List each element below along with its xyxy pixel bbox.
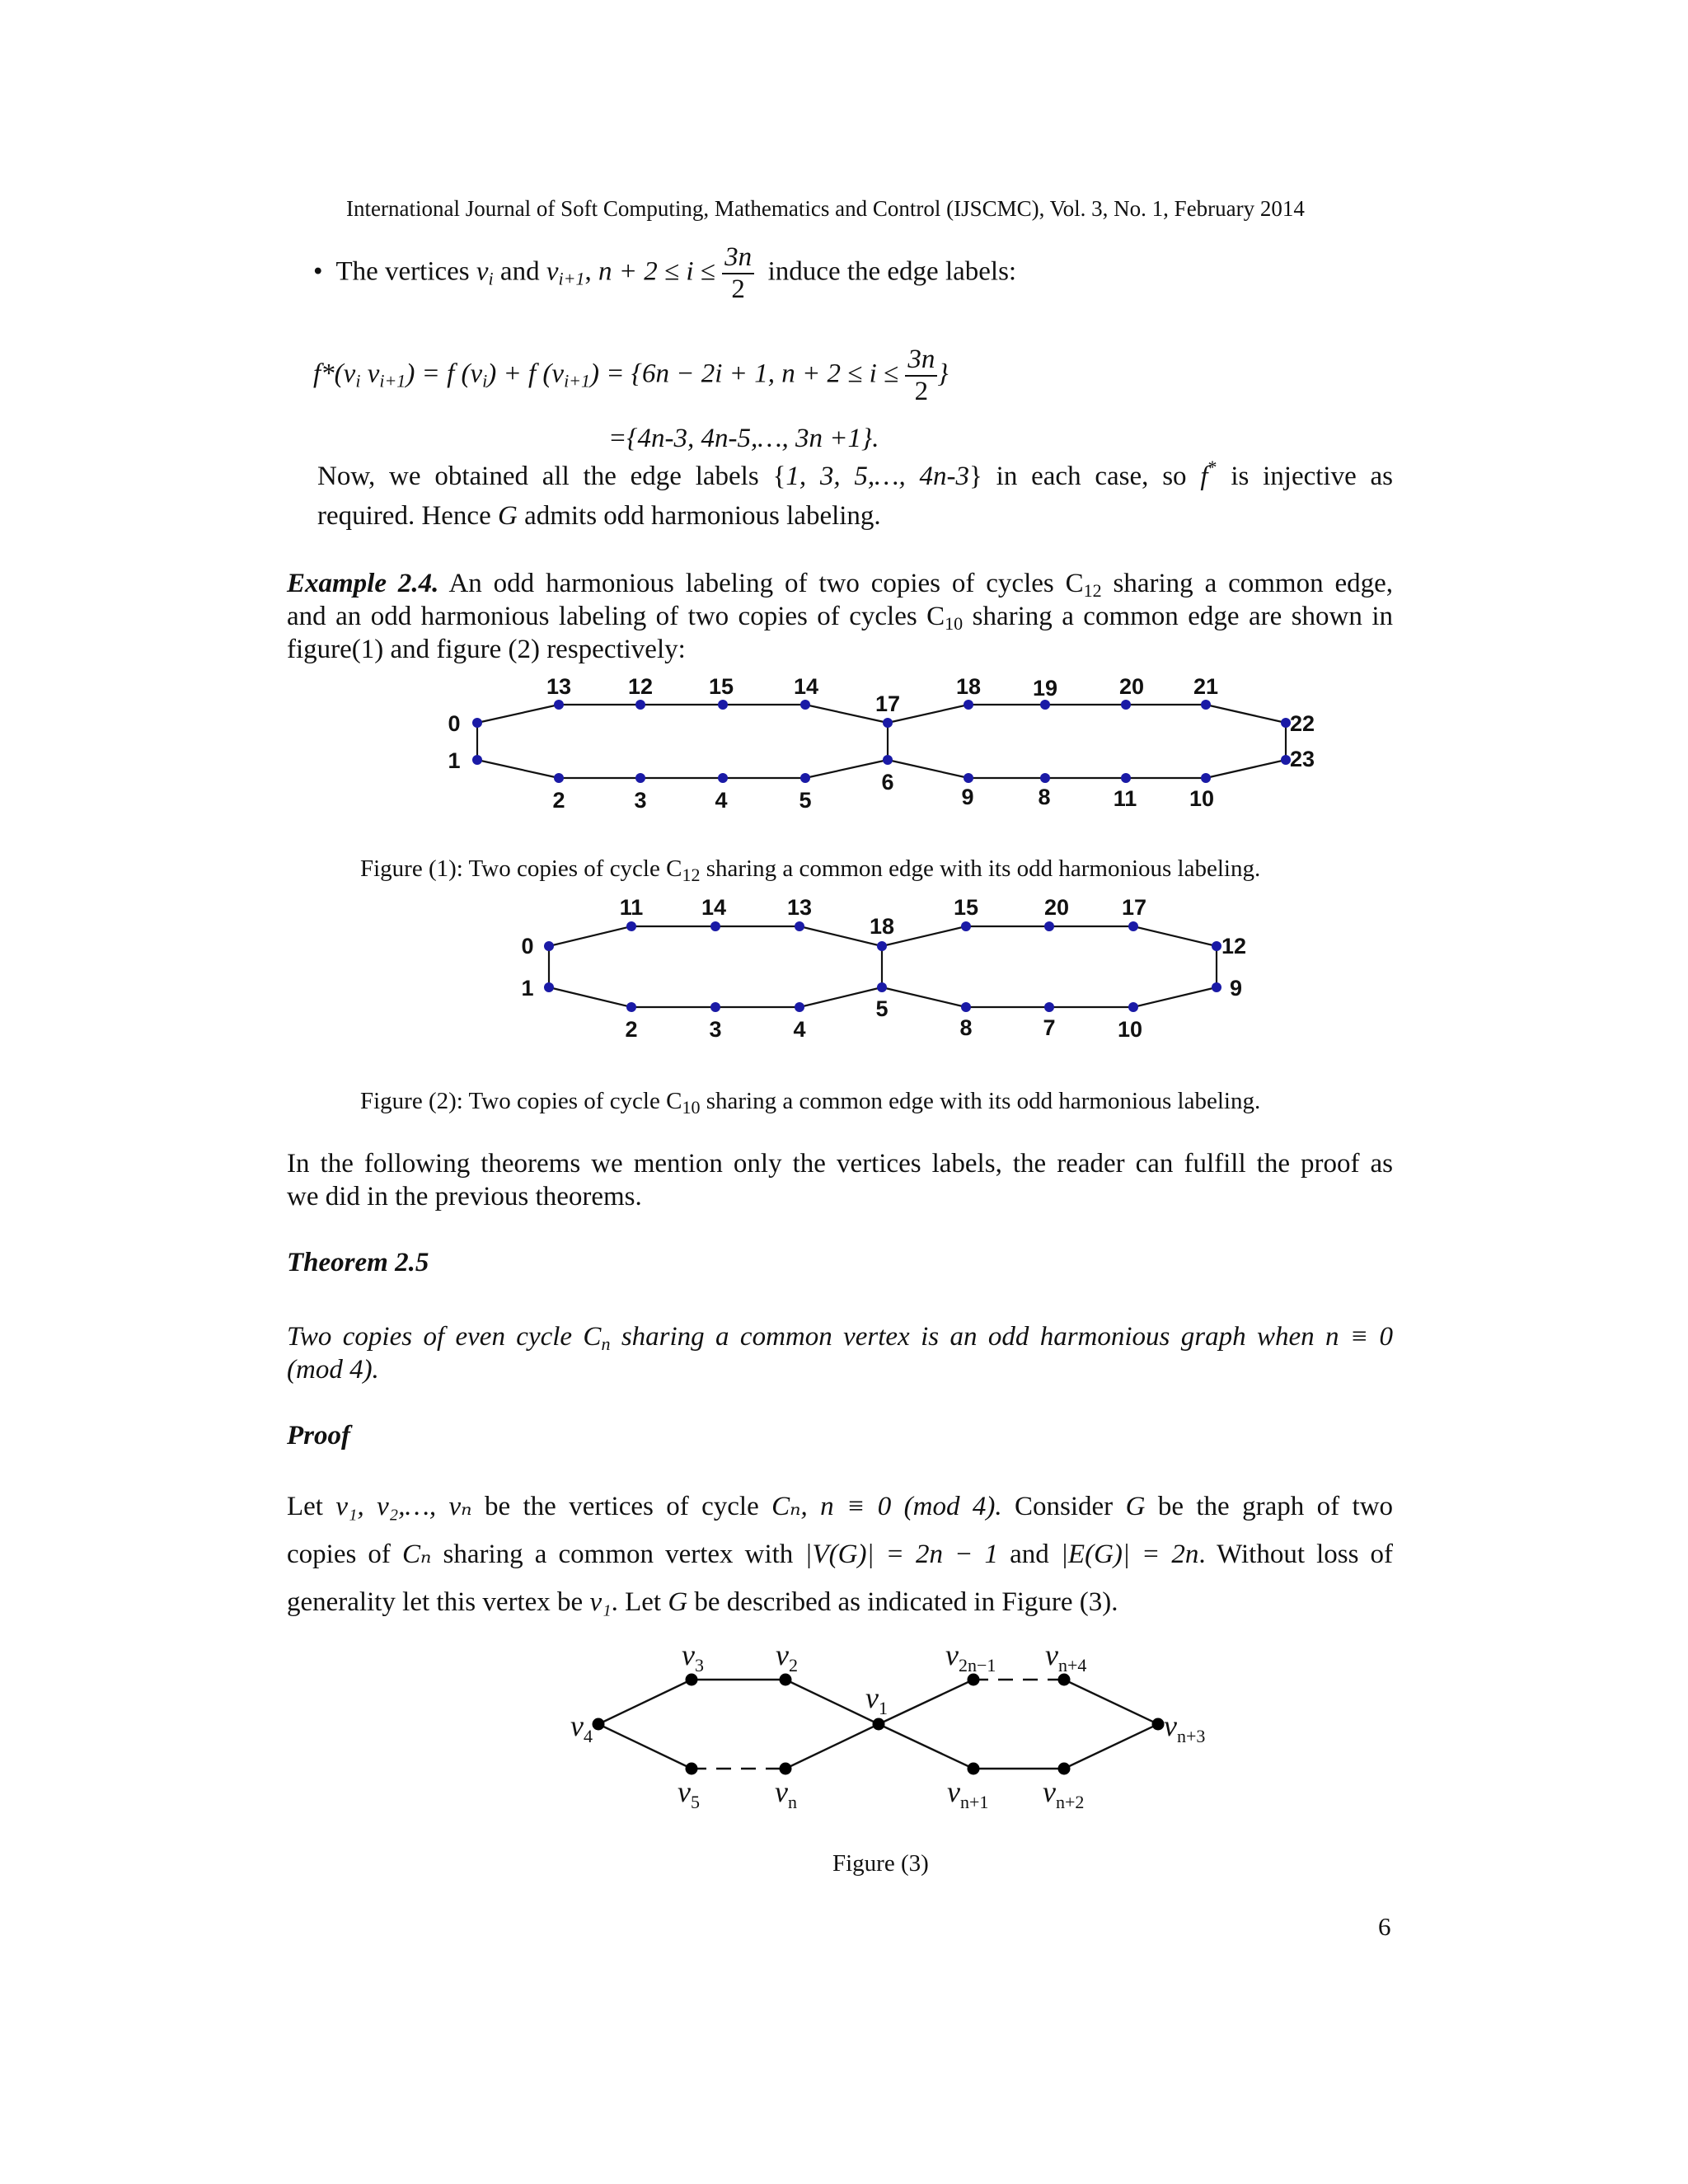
bullet-v: v [476,256,489,287]
graph-vertex [780,1763,792,1775]
vertex-label: 21 [1193,674,1219,699]
vertex-label: 15 [953,895,979,920]
theorem-title: Theorem 2.5 [287,1248,429,1277]
vertex-label: 8 [1038,785,1051,809]
vertex-label: $v_n$ [775,1775,797,1812]
graph-edge [879,1724,973,1769]
graph-edge [1064,1724,1158,1769]
vertex-label: 10 [1117,1017,1143,1042]
page-number: 6 [1378,1912,1391,1941]
graph-vertex [1058,1763,1071,1775]
vertex-label: 7 [1043,1015,1056,1040]
graph-edge [598,1724,692,1769]
vertex-label: 18 [955,674,982,699]
vertex-label: 4 [793,1017,806,1042]
vertex-label: 12 [1221,934,1247,958]
vertex-label: 6 [881,770,894,794]
vertex-label: 15 [708,674,734,699]
graph-vertex [1152,1718,1165,1731]
proof-line3: generality let this vertex be v₁. Let G be described as indicated in Figure (3). [287,1587,1118,1617]
vertex-label: 3 [709,1017,722,1042]
proof-line1: Let v₁, v₂,…, vₙ be the vertices of cycle Cₙ, n ≡ 0 (mod 4). Consider G be the graph of two [287,1492,1394,1521]
vertex-label: 20 [1043,895,1070,920]
vertex-label: 17 [874,691,901,716]
bullet-fraction: $\frac{3n}{2}$ [722,244,754,303]
example-label: Example 2.4. [287,569,439,598]
running-header: International Journal of Soft Computing, Mathematics and Control (IJSCMC), Vol. 3, No. 1, February 2014 [346,196,1305,221]
vertex-label: 0 [448,711,461,736]
vertex-label: 9 [1230,976,1243,1001]
vertex-label: $v_{n+2}$ [1043,1775,1085,1812]
vertex-label: $v_2$ [776,1638,798,1675]
vertex-label: 11 [1113,786,1137,811]
graph-vertex [593,1718,605,1731]
figure-3-caption: Figure (3) [832,1850,929,1877]
vertex-label: 17 [1121,895,1147,920]
proof-title: Proof [287,1421,350,1451]
vertex-label: 5 [875,996,889,1021]
vertex-label: $v_3$ [682,1638,704,1675]
graph-edge [879,1680,973,1724]
vertex-label: 22 [1290,711,1315,736]
vertex-label: 13 [546,674,572,699]
bullet-tail: induce the edge labels: [767,256,1017,287]
vertex-label: 3 [634,788,647,813]
vertex-label: 1 [521,976,534,1001]
equation-fraction: $\frac{3n}{2}$ [905,346,937,405]
graph-vertex [968,1763,980,1775]
vertex-label: $v_5$ [678,1775,700,1812]
vertex-label: 10 [1189,786,1215,811]
equation-line1: $f*(v_i$ $v_{i+1}) = f$ $(v_i) + f$ $(v_{i+1}) = \{6n - 2i + 1$, n + 2 ≤ i ≤ $\frac{3n}{2}$ } [313,344,949,406]
graph-edge [1064,1680,1158,1724]
graph-edge [785,1724,879,1769]
vertex-label: 5 [799,788,812,813]
vertex-label: 20 [1118,674,1145,699]
para2-line2: we did in the previous theorems. [287,1182,642,1212]
para2-line1: In the following theorems we mention only the vertices labels, the reader can fulfill the proof as [287,1149,1393,1179]
vertex-label: 18 [869,914,895,939]
para1-line1: Now, we obtained all the edge labels {1, 3, 5,…, 4n-3} in each case, so f* is injective as [317,457,1394,491]
vertex-label: 0 [521,934,534,958]
example-line2: and an odd harmonious labeling of two copies of cycles $C_{10}$ sharing a common edge are shown in [287,602,1394,634]
proof-line2: copies of Cₙ sharing a common vertex with |V(G)| = 2n − 1 and |E(G)| = 2n. Without loss of [287,1540,1394,1569]
vertex-label: $v_{2n-1}$ [945,1638,996,1675]
bullet-cond: n + 2 ≤ i ≤ [598,256,715,287]
vertex-label: 11 [619,895,644,920]
vertex-label: $v_{n+3}$ [1164,1709,1206,1746]
theorem-line1: Two copies of even cycle $C_n$ sharing a common vertex is an odd harmonious graph when n ≡ 0 [287,1322,1393,1354]
figure-2-caption: Figure (2): Two copies of cycle $C_{10}$ sharing a common edge with its odd harmonious labeling. [360,1088,1261,1118]
bullet-and: and [499,256,540,287]
vertex-label: 19 [1032,676,1058,701]
example-line1: Example 2.4. An odd harmonious labeling of two copies of cycles $C_{12}$ sharing a common edge, [287,569,1394,601]
vertex-label: $v_1$ [865,1681,888,1718]
vertex-label: 13 [786,895,813,920]
theorem-line2: (mod 4). [287,1355,379,1385]
vertex-label: 9 [961,785,974,809]
para1-line2: required. Hence G admits odd harmonious labeling. [317,501,881,531]
vertex-label: 2 [552,788,565,813]
graph-vertex [873,1718,885,1731]
vertex-label: $v_{n+4}$ [1045,1638,1087,1675]
graph-edge [598,1680,692,1724]
vertex-label: $v_4$ [570,1709,593,1746]
vertex-label: 1 [448,748,461,773]
equation-line2: ={4n-3, 4n-5,…, 3n +1}. [608,424,879,453]
example-line3: figure(1) and figure (2) respectively: [287,635,686,664]
figure-1-caption: Figure (1): Two copies of cycle $C_{12}$ sharing a common edge with its odd harmonious labeling. [360,855,1261,885]
bullet-lead: The vertices [335,256,470,287]
vertex-label: $v_{n+1}$ [947,1775,989,1812]
bullet-dot: • [313,256,330,287]
vertex-label: 8 [959,1015,973,1040]
graph-vertex [686,1763,698,1775]
vertex-label: 14 [701,895,727,920]
vertex-label: 2 [625,1017,638,1042]
bullet-line: • The vertices $v_i$ and $v_{i+1}$, n + 2 ≤ i ≤ $\frac{3n}{2}$ induce the edge labels: [313,242,1017,304]
vertex-label: 23 [1290,747,1315,771]
vertex-label: 12 [627,674,654,699]
vertex-label: 4 [715,788,728,813]
vertex-label: 14 [793,674,819,699]
